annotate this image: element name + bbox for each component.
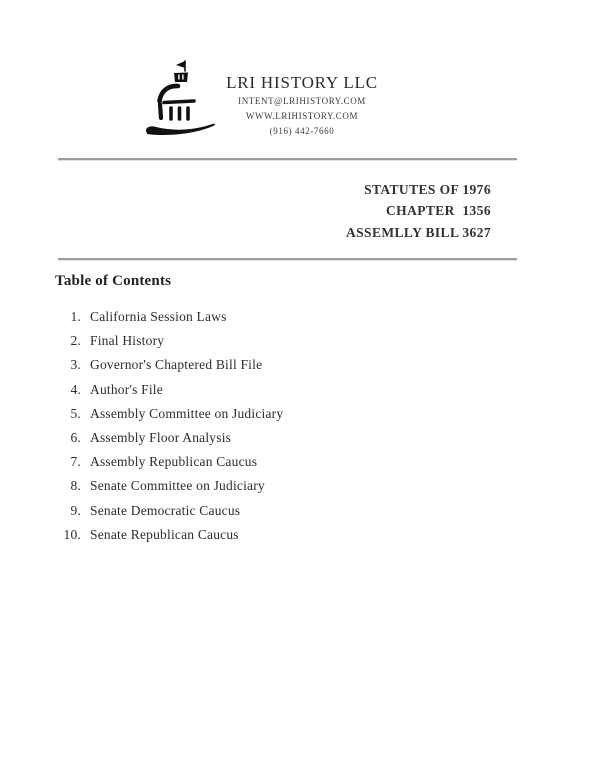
toc-item-label: Governor's Chaptered Bill File: [90, 357, 263, 373]
company-email: INTENT@LRIHISTORY.COM: [238, 96, 366, 106]
toc-item-label: Senate Republican Caucus: [90, 526, 239, 542]
toc-item: [55, 353, 475, 377]
toc-item-label: Senate Committee on Judiciary: [90, 478, 265, 494]
toc-item-number: 8.: [70, 478, 81, 494]
toc-item-number: 3.: [70, 357, 81, 373]
toc-item-number: 10.: [63, 526, 81, 542]
toc-item: [55, 378, 475, 402]
toc-item-number: 6.: [70, 430, 81, 446]
toc-item: [55, 329, 475, 353]
company-phone: (916) 442-7660: [269, 126, 335, 136]
toc-item: [55, 474, 475, 498]
toc-item-number: 9.: [70, 502, 81, 518]
letterhead: [182, 72, 422, 139]
toc-item: [55, 499, 475, 523]
toc-item-number: 1.: [70, 309, 81, 324]
statutes-line: STATUTES OF 1976: [364, 182, 491, 197]
toc-item: [55, 523, 475, 547]
toc-item-label: Senate Democratic Caucus: [90, 502, 241, 518]
toc-item-label: Author's File: [90, 381, 163, 397]
company-name: LRI HISTORY LLC: [226, 73, 378, 92]
toc-item-number: 4.: [70, 381, 81, 397]
toc-item-label: California Session Laws: [90, 309, 227, 324]
toc-item-label: Assembly Floor Analysis: [90, 430, 232, 446]
toc-item-label: Assembly Republican Caucus: [90, 454, 258, 470]
toc-item-label: Assembly Committee on Judiciary: [90, 405, 284, 421]
toc-item-number: 5.: [70, 405, 81, 421]
horizontal-rule-top: [58, 158, 517, 161]
chapter-line: CHAPTER 1356: [386, 203, 491, 219]
toc-item-number: 2.: [70, 333, 81, 349]
statute-reference: [346, 179, 491, 243]
toc-item-number: 7.: [70, 454, 81, 470]
toc-item: [55, 305, 475, 329]
horizontal-rule-bottom: [58, 258, 517, 261]
toc-item: [55, 402, 475, 426]
toc-item: [55, 450, 475, 474]
assembly-bill-line: ASSEMLLY BILL 3627: [345, 224, 491, 240]
toc-list: [55, 305, 475, 547]
toc-item: [55, 426, 475, 450]
company-website: WWW.LRIHISTORY.COM: [245, 111, 359, 121]
toc-title: Table of Contents: [55, 273, 172, 289]
toc-item-label: Final History: [90, 333, 165, 349]
